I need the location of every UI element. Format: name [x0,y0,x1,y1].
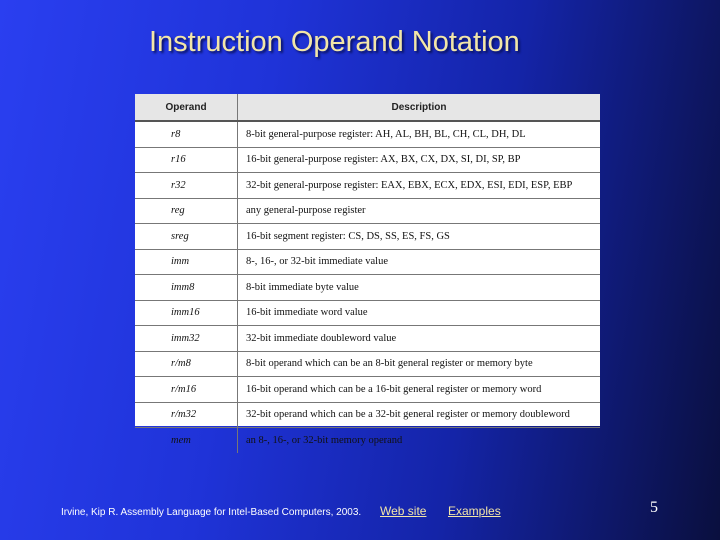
table-row [135,300,600,326]
operand-cell: r8 [135,121,238,147]
table-row [135,198,600,224]
table-row [135,377,600,403]
description-cell: 16-bit general-purpose register: AX, BX, CX, DX, SI, DI, SP, BP [238,147,601,173]
description-cell: 32-bit immediate doubleword value [238,326,601,352]
examples-link[interactable]: Examples [448,504,501,518]
operand-cell: sreg [135,224,238,250]
table-row [135,275,600,301]
description-cell: 32-bit operand which can be a 32-bit general register or memory doubleword [238,402,601,428]
description-cell: 8-bit general-purpose register: AH, AL, BH, BL, CH, CL, DH, DL [238,121,601,147]
description-cell: 32-bit general-purpose register: EAX, EBX, ECX, EDX, ESI, EDI, ESP, EBP [238,173,601,199]
description-cell: any general-purpose register [238,198,601,224]
description-cell: 8-bit immediate byte value [238,275,601,301]
web-site-link[interactable]: Web site [380,504,427,518]
operand-cell: r/m8 [135,351,238,377]
table-row [135,173,600,199]
table-row [135,147,600,173]
operand-cell: imm16 [135,300,238,326]
table-row [135,326,600,352]
operand-table-grid [135,94,600,453]
description-cell: 16-bit segment register: CS, DS, SS, ES, FS, GS [238,224,601,250]
operand-table [135,94,600,446]
operand-cell: r/m32 [135,402,238,428]
operand-cell: reg [135,198,238,224]
description-column-header: Description [238,94,601,121]
operand-cell: imm [135,249,238,275]
operand-cell: mem [135,428,238,453]
operand-cell: r16 [135,147,238,173]
table-row [135,428,600,453]
table-header-row [135,94,600,121]
slide-title: Instruction Operand Notation [149,26,520,58]
table-row [135,249,600,275]
table-row [135,351,600,377]
table-row [135,121,600,147]
page-number: 5 [650,499,658,516]
operand-cell: r32 [135,173,238,199]
operand-column-header: Operand [135,94,238,121]
citation-text: Irvine, Kip R. Assembly Language for Intel-Based Computers, 2003. [61,507,362,518]
operand-cell: imm32 [135,326,238,352]
operand-cell: r/m16 [135,377,238,403]
description-cell: 8-bit operand which can be an 8-bit general register or memory byte [238,351,601,377]
table-row [135,224,600,250]
operand-cell: imm8 [135,275,238,301]
description-cell: an 8-, 16-, or 32-bit memory operand [238,428,601,453]
description-cell: 8-, 16-, or 32-bit immediate value [238,249,601,275]
table-row [135,402,600,428]
description-cell: 16-bit operand which can be a 16-bit general register or memory word [238,377,601,403]
description-cell: 16-bit immediate word value [238,300,601,326]
